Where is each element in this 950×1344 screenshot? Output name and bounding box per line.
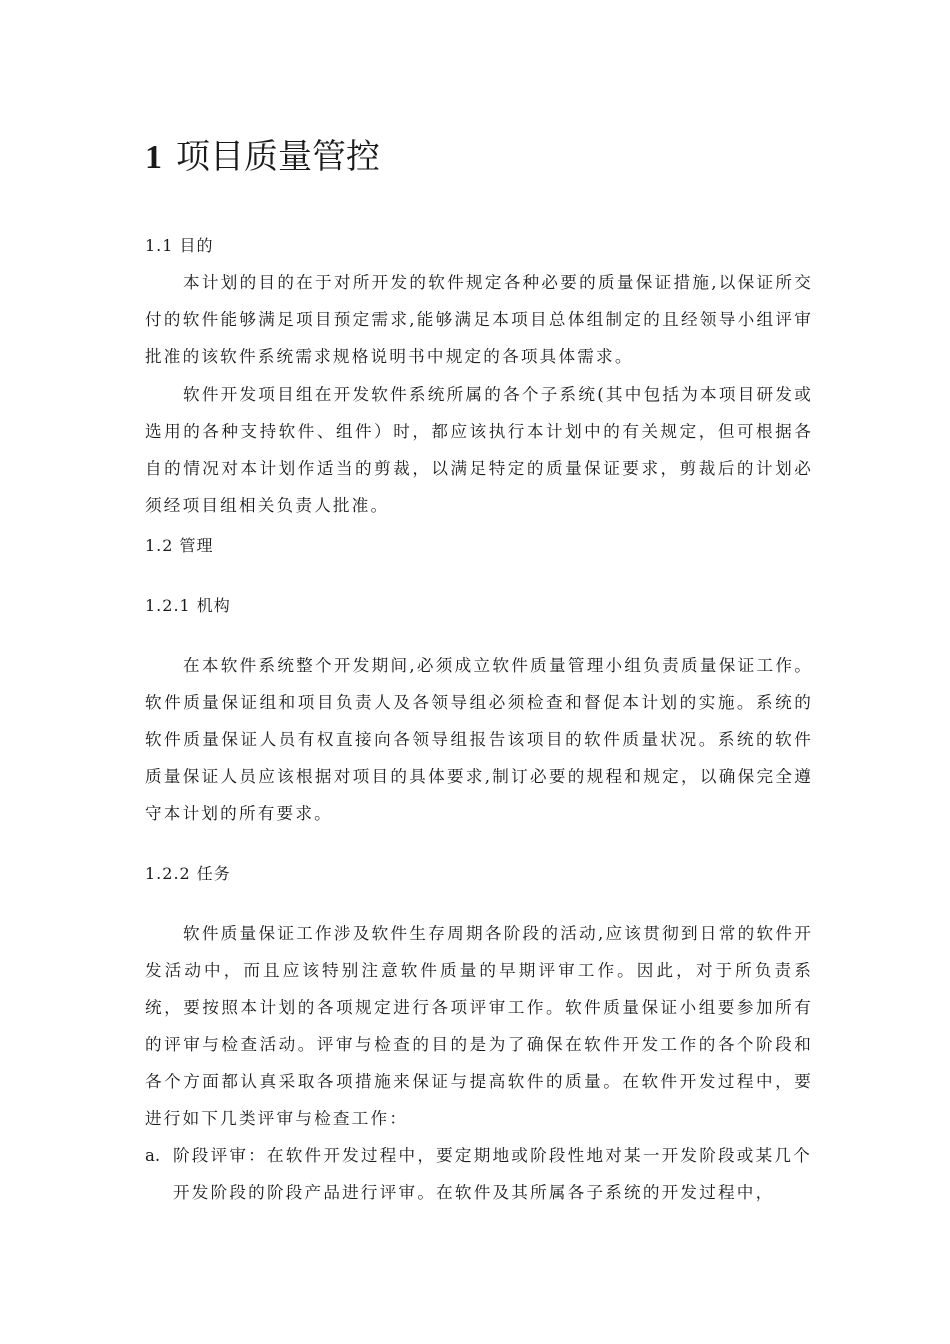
heading-1-2-2: 1.2.2 任务 — [145, 864, 231, 883]
paragraph-organization: 在本软件系统整个开发期间,必须成立软件质量管理小组负责质量保证工作。软件质量保证组和项目负责人及各领导组必须检查和督促本计划的实施。系统的软件质量保证人员有权直接向各领导组报告该项目的软件质量状况。系统的软件质量保证人员应该根据对项目的具体要求,制订必要的规程和规定，以确保完全遵守本计划的所有要求。 — [145, 656, 813, 823]
list-marker-a: a. — [145, 1146, 161, 1165]
paragraph-tasks: 软件质量保证工作涉及软件生存周期各阶段的活动,应该贯彻到日常的软件开发活动中，而且应该特别注意软件质量的早期评审工作。因此，对于所负责系统，要按照本计划的各项规定进行各项评审工作。软件质量保证小组要参加所有的评审与检查活动。评审与检查的目的是为了确保在软件开发工作的各个阶段和各个方面都认真采取各项措施来保证与提高软件的质量。在软件开发过程中，要进行如下几类评审与检查工作： — [145, 924, 813, 1128]
paragraph-purpose-1: 本计划的目的在于对所开发的软件规定各种必要的质量保证措施,以保证所交付的软件能够满足项目预定需求,能够满足本项目总体组制定的且经领导小组评审批准的该软件系统需求规格说明书中规定的各项具体需求。 — [145, 273, 813, 366]
heading-1-1: 1.1 目的 — [145, 236, 214, 255]
heading-1-2-1: 1.2.1 机构 — [145, 596, 231, 615]
heading-1-2: 1.2 管理 — [145, 536, 214, 555]
page-title — [145, 136, 380, 179]
paragraph-purpose-2: 软件开发项目组在开发软件系统所属的各个子系统(其中包括为本项目研发或选用的各种支持软件、组件）时，都应该执行本计划中的有关规定，但可根据各自的情况对本计划作适当的剪裁，以满足特定的质量保证要求，剪裁后的计划必须经项目组相关负责人批准。 — [145, 385, 813, 515]
list-item-a — [145, 1137, 813, 1211]
title-text: 项目质量管控 — [176, 137, 380, 177]
list-item-a-text: 阶段评审：在软件开发过程中，要定期地或阶段性地对某一开发阶段或某几个开发阶段的阶段产品进行评审。在软件及其所属各子系统的开发过程中， — [173, 1146, 812, 1202]
title-number: 1 — [145, 139, 162, 176]
